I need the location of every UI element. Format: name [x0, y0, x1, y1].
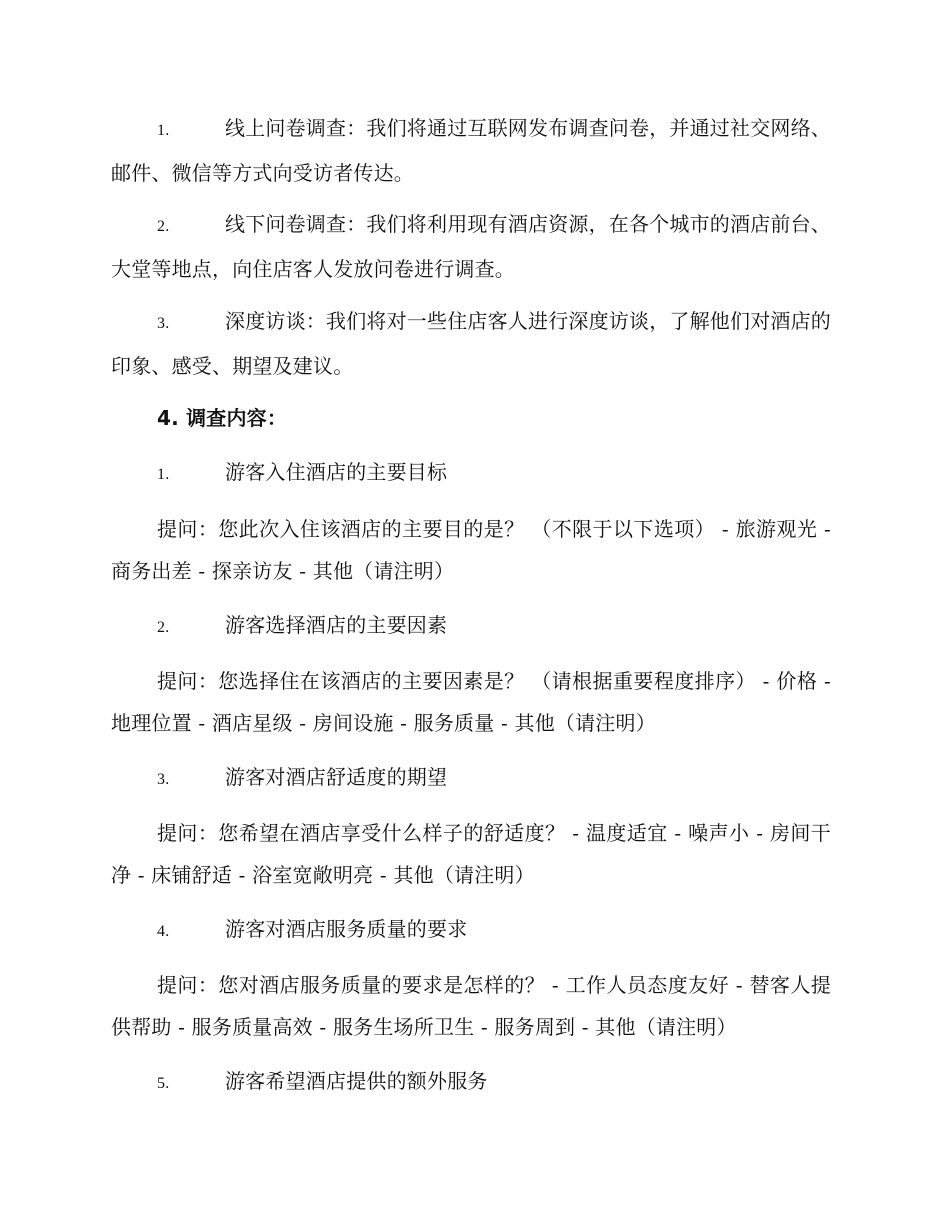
- content-item-title: [111, 756, 831, 801]
- question-text: 提问：您希望在酒店享受什么样子的舒适度？ - 温度适宜 - 噪声小 - 房间干净 - 床铺舒适 - 浴室宽敞明亮 - 其他（请注明）: [111, 821, 831, 887]
- question-text: 提问：您对酒店服务质量的要求是怎样的？ - 工作人员态度友好 - 替客人提供帮助 - 服务质量高效 - 服务生场所卫生 - 服务周到 - 其他（请注明）: [111, 973, 831, 1039]
- method-text: 深度访谈：我们将对一些住店客人进行深度访谈，了解他们对酒店的印象、感受、期望及建议。: [111, 309, 831, 378]
- list-number: 3.: [157, 771, 170, 788]
- section-heading: 4. 调查内容：: [157, 406, 288, 430]
- content-item-title: [111, 451, 831, 496]
- method-item: [111, 203, 831, 290]
- item-title: 游客选择酒店的主要因素: [225, 613, 448, 637]
- content-item-title: [111, 908, 831, 953]
- list-number: 4.: [157, 923, 170, 940]
- item-title: 游客对酒店舒适度的期望: [225, 765, 448, 789]
- item-title: 游客入住酒店的主要目标: [225, 460, 448, 484]
- list-number: 1.: [157, 122, 170, 139]
- method-text: 线上问卷调查：我们将通过互联网发布调查问卷，并通过社交网络、邮件、微信等方式向受访者传达。: [111, 116, 831, 185]
- method-text: 线下问卷调查：我们将利用现有酒店资源，在各个城市的酒店前台、大堂等地点，向住店客人发放问卷进行调查。: [111, 212, 831, 281]
- list-number: 3.: [157, 315, 170, 332]
- list-number: 1.: [157, 466, 170, 483]
- item-title: 游客希望酒店提供的额外服务: [225, 1069, 488, 1093]
- question-text: 提问：您选择住在该酒店的主要因素是？ （请根据重要程度排序） - 价格 - 地理位置 - 酒店星级 - 房间设施 - 服务质量 - 其他（请注明）: [111, 669, 831, 735]
- list-number: 2.: [157, 619, 170, 636]
- list-number: 5.: [157, 1075, 170, 1092]
- content-item-title: [111, 1060, 831, 1105]
- content-item-title: [111, 604, 831, 649]
- method-item: [111, 107, 831, 194]
- item-title: 游客对酒店服务质量的要求: [225, 917, 468, 941]
- method-item: [111, 300, 831, 387]
- list-number: 2.: [157, 218, 170, 235]
- question-text: 提问：您此次入住该酒店的主要目的是？ （不限于以下选项） - 旅游观光 - 商务出差 - 探亲访友 - 其他（请注明）: [111, 517, 831, 583]
